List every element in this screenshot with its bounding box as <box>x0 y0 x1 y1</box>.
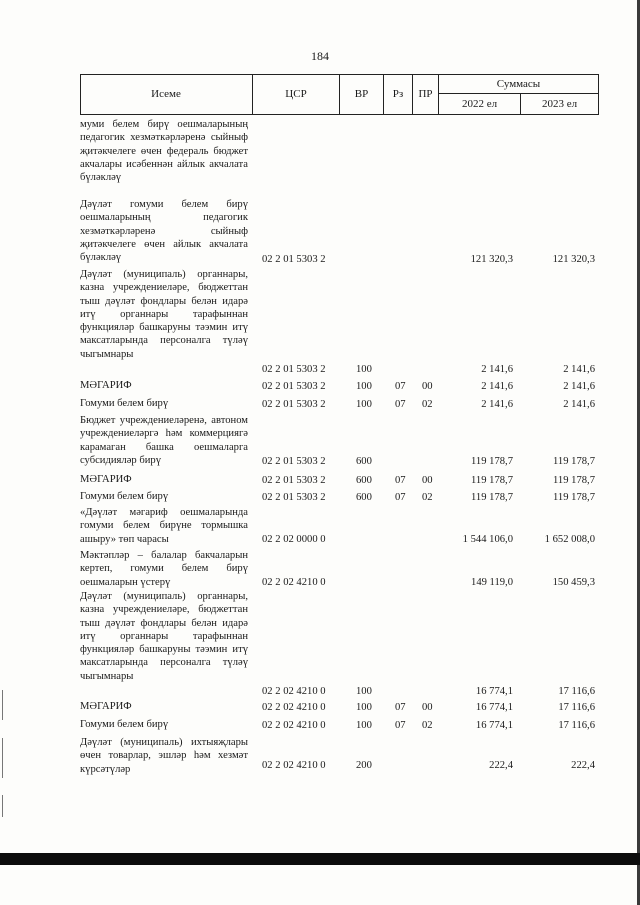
header-pr: ПР <box>418 88 433 100</box>
page-number: 184 <box>311 49 329 63</box>
row-value-2023: 1 652 008,0 <box>544 533 595 545</box>
row-rz: 07 <box>395 719 406 731</box>
row-value-2022: 222,4 <box>489 759 513 771</box>
row-name: Дәүләт (муниципаль) органнары, казна учреждениеләре, бюджеттан тыш дәүләт фондлары белән идарә итү органнары тарафыннан функцияләр башкаруны тәэмин итү максатларында персоналга түләү чыгымнары <box>80 591 248 682</box>
table-row <box>80 590 599 698</box>
row-value-2022: 119 178,7 <box>471 455 513 467</box>
row-value-2022: 16 774,1 <box>475 685 513 697</box>
table-row <box>80 414 599 468</box>
row-csr: 02 2 01 5303 2 <box>262 455 326 467</box>
header-csr: ЦСР <box>285 88 307 100</box>
row-rz: 07 <box>395 398 406 410</box>
row-csr: 02 2 02 4210 0 <box>262 685 326 697</box>
row-rz: 07 <box>395 474 406 486</box>
row-rz: 07 <box>395 701 406 713</box>
row-value-2022: 1 544 106,0 <box>462 533 513 545</box>
header-sums: Суммасы <box>496 77 541 90</box>
row-vr: 600 <box>356 491 372 503</box>
row-csr: 02 2 02 4210 0 <box>262 719 326 731</box>
table-row <box>80 198 599 266</box>
row-name: МӘГАРИФ <box>80 380 132 391</box>
row-name: Дәүләт гомуми белем бирү оешмаларының педагогик хезмәткәрләренә сыйныф җитәкчелеге өчен айлык акчалата бүләкләү <box>80 199 248 264</box>
row-csr: 02 2 01 5303 2 <box>262 491 326 503</box>
row-value-2022: 2 141,6 <box>481 380 513 392</box>
row-vr: 100 <box>356 398 372 410</box>
row-vr: 200 <box>356 759 372 771</box>
table-row <box>80 549 599 589</box>
row-vr: 100 <box>356 380 372 392</box>
row-value-2023: 17 116,6 <box>558 685 595 697</box>
row-vr: 600 <box>356 455 372 467</box>
row-vr: 100 <box>356 701 372 713</box>
row-vr: 600 <box>356 474 372 486</box>
row-value-2023: 2 141,6 <box>563 398 595 410</box>
row-csr: 02 2 02 0000 0 <box>262 533 326 545</box>
row-csr: 02 2 01 5303 2 <box>262 474 326 486</box>
row-name: Бюджет учреждениеләренә, автоном учреждениеләргә һәм коммерциягә карамаган башка оешмаларга субсидияләр бирү <box>80 415 248 466</box>
row-rz: 07 <box>395 491 406 503</box>
row-name: муми белем бирү оешмаларының педагогик хезмәткәрләренә сыйныф җитәкчелеге өчен федераль бюджет акчалары исәбеннән айлык акчалата бүләкләү <box>80 119 248 184</box>
row-value-2023: 17 116,6 <box>558 719 595 731</box>
row-name: МӘГАРИФ <box>80 701 132 712</box>
row-value-2022: 16 774,1 <box>475 701 513 713</box>
row-vr: 100 <box>356 685 372 697</box>
table-row <box>80 736 599 790</box>
row-value-2023: 2 141,6 <box>563 380 595 392</box>
row-pr: 02 <box>422 491 433 503</box>
row-name: Мәктәпләр – балалар бакчаларын кертеп, гомуми белем бирү оешмаларын үстерү <box>80 550 248 588</box>
row-csr: 02 2 02 4210 0 <box>262 701 326 713</box>
table-header <box>80 74 599 114</box>
row-csr: 02 2 02 4210 0 <box>262 759 326 771</box>
row-value-2023: 222,4 <box>571 759 595 771</box>
row-pr: 02 <box>422 719 433 731</box>
row-value-2022: 16 774,1 <box>475 719 513 731</box>
row-pr: 00 <box>422 701 433 713</box>
row-rz: 07 <box>395 380 406 392</box>
header-name: Исеме <box>151 88 181 100</box>
row-csr: 02 2 02 4210 0 <box>262 576 326 588</box>
row-value-2022: 2 141,6 <box>481 363 513 375</box>
row-value-2023: 119 178,7 <box>553 455 595 467</box>
table-row <box>80 268 599 376</box>
row-vr: 100 <box>356 363 372 375</box>
header-rz: Рз <box>392 88 404 100</box>
table-row <box>80 506 599 546</box>
row-value-2023: 119 178,7 <box>553 491 595 503</box>
table-row <box>80 700 599 714</box>
table-row <box>80 379 599 393</box>
scan-margin-mark <box>2 738 3 778</box>
row-name: Гомуми белем бирү <box>80 398 169 409</box>
row-pr: 00 <box>422 474 433 486</box>
table-row <box>80 718 599 732</box>
row-pr: 02 <box>422 398 433 410</box>
row-vr: 100 <box>356 719 372 731</box>
row-name: «Дәүләт мәгариф оешмаларында гомуми белем бирүне тормышка ашыру» төп чарасы <box>80 507 248 545</box>
row-value-2022: 149 119,0 <box>471 576 513 588</box>
row-csr: 02 2 01 5303 2 <box>262 253 326 265</box>
row-value-2023: 150 459,3 <box>552 576 595 588</box>
header-vr: ВР <box>354 88 369 100</box>
row-csr: 02 2 01 5303 2 <box>262 380 326 392</box>
row-value-2022: 119 178,7 <box>471 474 513 486</box>
scan-bottom-bar <box>0 853 640 865</box>
header-year-2022: 2022 ел <box>461 98 498 110</box>
row-csr: 02 2 01 5303 2 <box>262 363 326 375</box>
row-name: Дәүләт (муниципаль) органнары, казна учреждениеләре, бюджеттан тыш дәүләт фондлары белән идарә итү органнары тарафыннан функцияләр башкаруны тәэмин итү максатларында персоналга түләү чыгымнары <box>80 269 248 360</box>
table-row <box>80 490 599 504</box>
header-right-rule <box>598 74 599 115</box>
table-row <box>80 118 599 186</box>
row-value-2023: 17 116,6 <box>558 701 595 713</box>
row-value-2022: 2 141,6 <box>481 398 513 410</box>
row-csr: 02 2 01 5303 2 <box>262 398 326 410</box>
row-name: Дәүләт (муниципаль) ихтыяҗлары өчен товарлар, эшләр һәм хезмәт күрсәтүләр <box>80 737 248 775</box>
row-name: Гомуми белем бирү <box>80 719 169 730</box>
row-value-2023: 2 141,6 <box>563 363 595 375</box>
table-row <box>80 397 599 411</box>
row-pr: 00 <box>422 380 433 392</box>
row-name: Гомуми белем бирү <box>80 491 169 502</box>
row-value-2022: 119 178,7 <box>471 491 513 503</box>
header-year-2023: 2023 ел <box>541 98 578 110</box>
scan-margin-mark <box>2 795 3 817</box>
row-value-2022: 121 320,3 <box>470 253 513 265</box>
table-row <box>80 473 599 487</box>
row-name: МӘГАРИФ <box>80 474 132 485</box>
scan-margin-mark <box>2 690 3 720</box>
row-value-2023: 119 178,7 <box>553 474 595 486</box>
row-value-2023: 121 320,3 <box>552 253 595 265</box>
